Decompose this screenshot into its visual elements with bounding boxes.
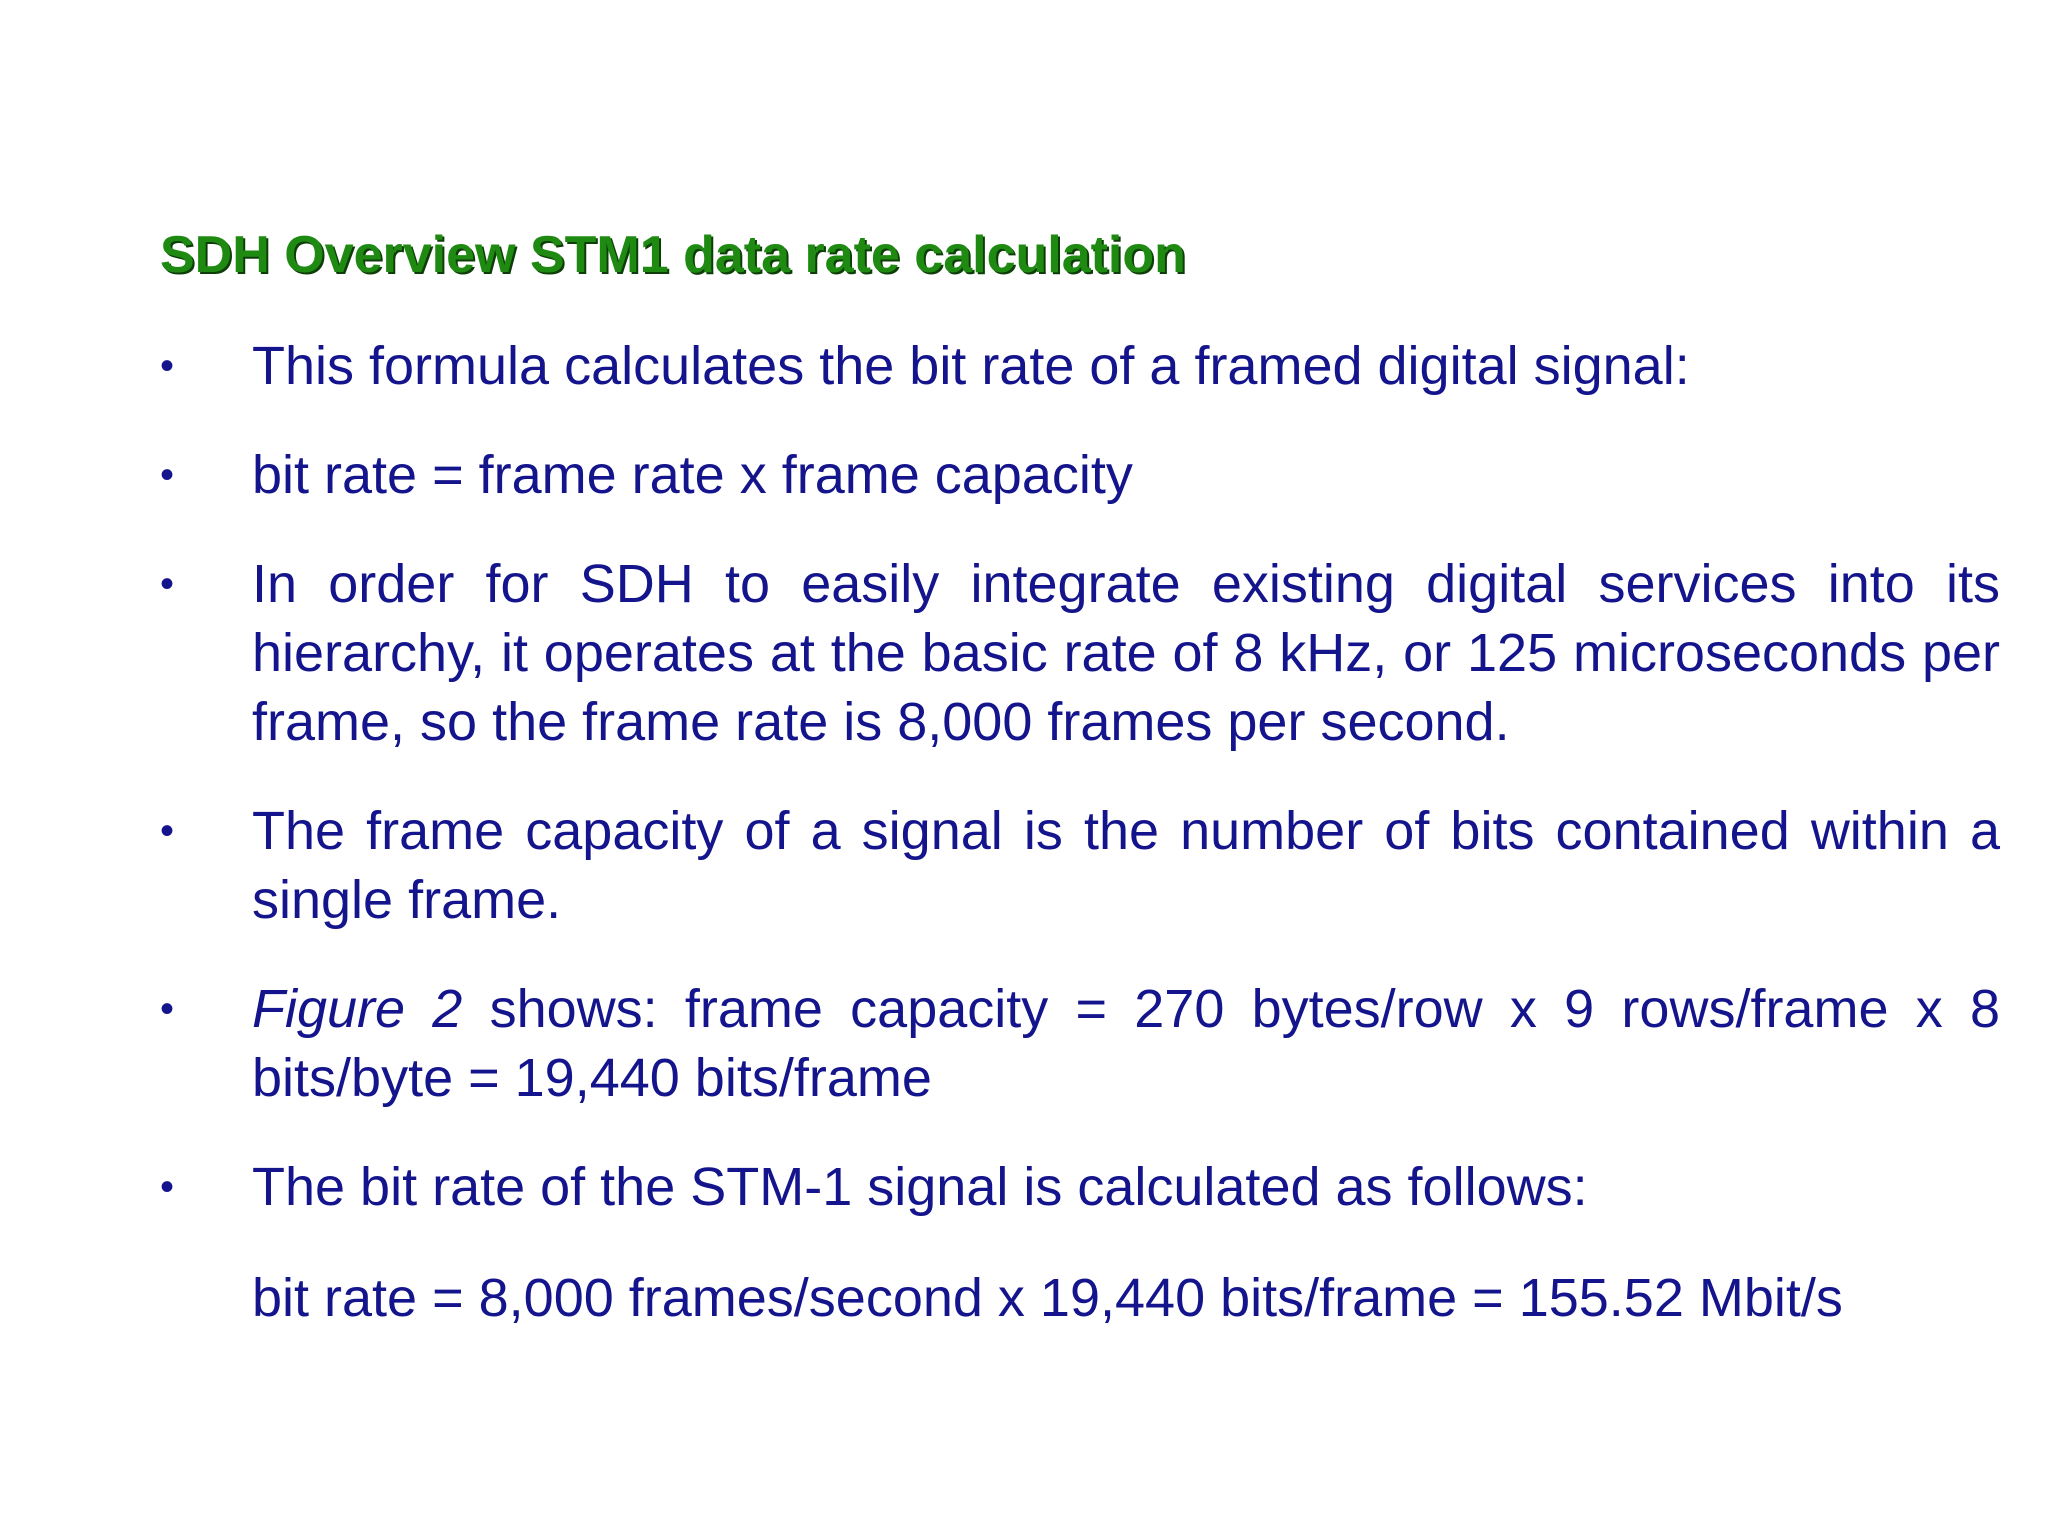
list-item: [160, 797, 2000, 935]
list-item-text: This formula calculates the bit rate of a framed digital signal:: [252, 336, 1690, 396]
figure-reference: Figure 2: [252, 979, 463, 1039]
bullet-icon: •: [160, 344, 175, 388]
list-item-text: shows: frame capacity = 270 bytes/row x 9 rows/frame x 8 bits/byte = 19,440 bits/frame: [252, 979, 2000, 1108]
slide-title: SDH Overview STM1 data rate calculation: [160, 226, 1186, 284]
list-item: [160, 550, 2000, 757]
list-item-text: The bit rate of the STM-1 signal is calculated as follows:: [252, 1157, 1588, 1217]
bullet-icon: •: [160, 1165, 175, 1209]
list-item-text: In order for SDH to easily integrate existing digital services into its hierarchy, it operates at the basic rate of 8 kHz, or 125 microseconds per frame, so the frame rate is 8,000 frames per second.: [252, 554, 2000, 752]
list-item: [160, 975, 2000, 1113]
bullet-icon: •: [160, 809, 175, 853]
bullet-icon: •: [160, 453, 175, 497]
bullet-list: [160, 332, 2000, 1262]
list-item: [160, 441, 2000, 510]
bullet-icon: •: [160, 562, 175, 606]
list-item-text: The frame capacity of a signal is the number of bits contained within a single frame.: [252, 801, 2000, 930]
list-item: [160, 332, 2000, 401]
list-item: [160, 1153, 2000, 1222]
list-item-text: bit rate = frame rate x frame capacity: [252, 445, 1133, 505]
bit-rate-result: bit rate = 8,000 frames/second x 19,440 bits/frame = 155.52 Mbit/s: [252, 1268, 1843, 1328]
bullet-icon: •: [160, 987, 175, 1031]
